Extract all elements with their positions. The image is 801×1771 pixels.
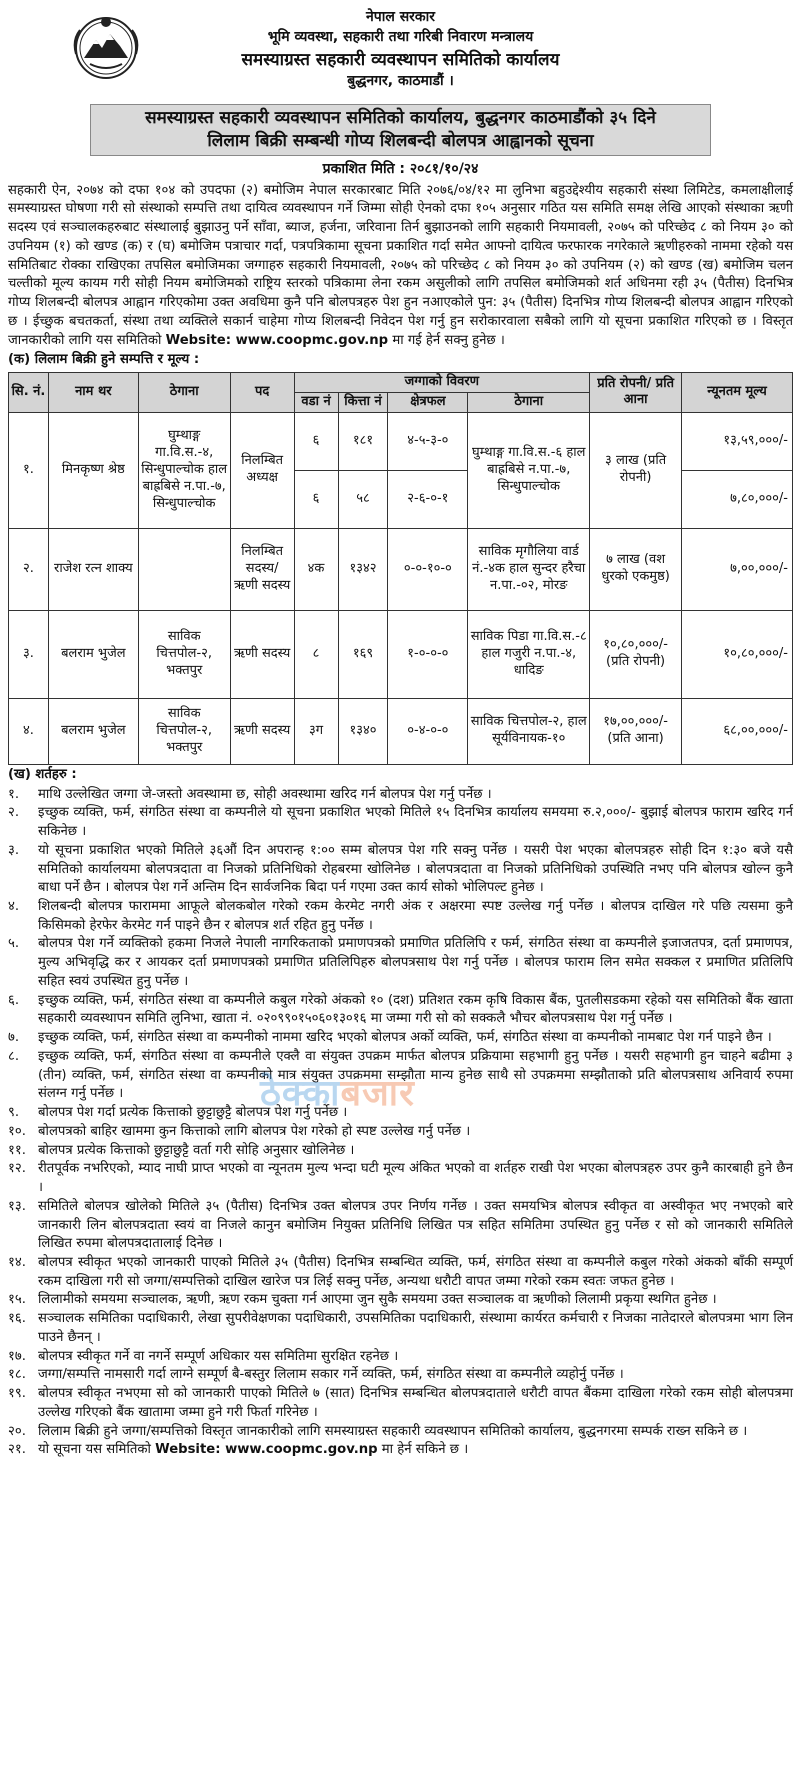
term-item [8, 898, 793, 935]
cell-ward: ३ग [294, 698, 338, 764]
cell-name: मिनकृष्ण श्रेष्ठ [48, 412, 138, 528]
cell-sn: १. [9, 412, 49, 528]
term-item [8, 804, 793, 841]
term-number: ९. [8, 1105, 20, 1121]
office-address: बुद्धनगर, काठमाडौं । [347, 72, 454, 89]
cell-min-price: ७,८०,०००/- [682, 470, 793, 528]
cell-sn: २. [9, 528, 49, 610]
term-number: ३. [8, 842, 20, 858]
term-text: बोलपत्र स्वीकृत नभएमा सो को जानकारी पाएको मितिले ७ (सात) दिनभित्र सम्बन्धित बोलपत्रदाताले धरौटी वापत बैंकमा दाखिला गरेको रकम सोही बोलपत्रमा उल्लेख गरिएको बैंक खातामा जम्मा हुने गरी फिर्ता गरिनेछ । [38, 1386, 793, 1420]
notice-title-line2: लिलाम बिक्री सम्बन्धी गोप्य शिलबन्दी बोलपत्र आह्वानको सूचना [207, 130, 594, 151]
cell-name: बलराम भुजेल [48, 610, 138, 698]
term-number: १६. [8, 1311, 26, 1327]
published-date: प्रकाशित मिति : २०८१/१०/२४ [322, 160, 479, 177]
section-b-heading: (ख) शर्तहरु : [8, 766, 77, 782]
term-number: २१. [8, 1442, 26, 1458]
cell-area: ०-४-०-० [388, 698, 468, 764]
term-item [8, 1142, 793, 1161]
term-text: बोलपत्र पेश गर्ने व्यक्तिको हकमा निजले नेपाली नागरिकताको प्रमाणपत्रको प्रमाणित प्रतिलिपि र फर्म, संगठित संस्था वा कम्पनीले इजाजतपत्र, दर्ता प्रमाणपत्र, मुल्य अभिवृद्धि कर र आयकर दर्ता प्रमाणपत्रको प्रमाणित प्रतिलिपिहरु बोलपत्रसाथ पेश गर्नु पर्नेछ । बोलपत्र फाराम लिन समेत सक्कल र प्रमाणित प्रतिलिपि सहित स्वयं उपस्थित हुनु पर्नेछ । [38, 936, 793, 989]
table-row [9, 528, 793, 610]
term-item [8, 842, 793, 898]
term-item [8, 1160, 793, 1197]
term-number: १०. [8, 1123, 26, 1139]
term21-suffix: मा हेर्न सकिने छ । [381, 1442, 469, 1458]
cell-land-address: साविक चित्तपोल-२, हाल सूर्यविनायक-१० [468, 698, 590, 764]
term-text: इच्छुक व्यक्ति, फर्म, संगठित संस्था वा कम्पनीको नाममा खरिद भएको बोलपत्र अर्को व्यक्ति, फर्म, संगठित संस्था वा कम्पनीको नामबाट पेश गर्न पाइने छैन । [38, 1030, 772, 1046]
cell-rate: १७,००,०००/- (प्रति आना) [590, 698, 682, 764]
term-number: १७. [8, 1348, 26, 1364]
term-item [8, 1423, 793, 1442]
notice-title-line1: समस्याग्रस्त सहकारी व्यवस्थापन समितिको कार्यालय, बुद्धनगर काठमाडौंको ३५ दिने [145, 108, 656, 128]
term-item [8, 786, 793, 805]
cell-sn: ४. [9, 698, 49, 764]
term-number: १५. [8, 1292, 26, 1308]
term-number: १४. [8, 1254, 26, 1270]
cell-address: साविक चित्तपोल-२, भक्तपुर [138, 698, 230, 764]
term-text: शिलबन्दी बोलपत्र फाराममा आफूले बोलकबोल गरेको रकम केरमेट नगरी अंक र अक्षरमा स्पष्ट उल्लेख गर्नु पर्नेछ । बोलपत्र दाखिल गरे पछि त्यसमा कुनै किसिमको हेरफेर केरमेट गर्न पाइने छैन र बोलपत्र शर्त रहित हुनु पर्नेछ । [38, 899, 793, 933]
term-item [8, 1348, 793, 1367]
website-suffix: मा गई हेर्न सक्नु हुनेछ । [392, 332, 505, 348]
term-item [8, 1385, 793, 1422]
table-row [9, 698, 793, 764]
cell-kitta: १३४२ [338, 528, 388, 610]
term-text: बोलपत्र पेश गर्दा प्रत्येक कित्ताको छुट्टाछुट्टै बोलपत्र पेश गर्नु पर्नेछ । [38, 1105, 348, 1121]
website-link[interactable]: Website: www.coopmc.gov.np [165, 332, 389, 348]
term-text: इच्छुक व्यक्ति, फर्म, संगठित संस्था वा कम्पनीले यो सूचना प्रकाशित भएको मितिले १५ दिनभित्र कार्यालय समयमा रु.२,०००/- बुझाई बोलपत्र फाराम खरिद गर्न सकिनेछ । [38, 805, 793, 840]
cell-min-price: ७,००,०००/- [682, 528, 793, 610]
term21-website-link[interactable]: Website: www.coopmc.gov.np [155, 1442, 378, 1458]
term-text: लिलाम बिक्री हुने जग्गा/सम्पत्तिको विस्तृत जानकारीको लागि समस्याग्रस्त सहकारी व्यवस्थापन समितिको कार्यालय, बुद्धनगरमा सम्पर्क राख्न सकिने छ । [38, 1423, 748, 1439]
table-row [9, 412, 793, 470]
cell-min-price: १०,८०,०००/- [682, 610, 793, 698]
term-text: बोलपत्रको बाहिर खाममा कुन कित्ताको लागि बोलपत्र पेश गरेको हो स्पष्ट उल्लेख गर्नु पर्नेछ । [38, 1123, 471, 1139]
header-land-details: जग्गाको विवरण [294, 373, 590, 393]
term-item [8, 1366, 793, 1385]
term-text: बोलपत्र स्वीकृत भएको जानकारी पाएको मितिले ३५ (पैतीस) दिनभित्र सम्बन्धित व्यक्ति, फर्म, संगठित संस्था वा कम्पनीले कबुल गरेको अंकको बाँकी सम्पूर्ण रकम दाखिला गरी सो जग्गा/सम्पत्तिको दाखिल खारेज पत्र लिई सक्नु पर्नेछ, अन्यथा धरौटी वापत जम्मा गरेको रकम स्वतः जफत हुनेछ । [38, 1254, 793, 1289]
table-row [9, 610, 793, 698]
term-number: २०. [8, 1423, 26, 1439]
cell-name: राजेश रत्न शाक्य [48, 528, 138, 610]
cell-kitta: १८१ [338, 412, 388, 470]
term-text: इच्छुक व्यक्ति, फर्म, संगठित संस्था वा कम्पनीले कबुल गरेको अंकको १० (दश) प्रतिशत रकम कृषि विकास बैंक, पुतलीसडकमा रहेको यस समितिको बैंक खाता सहकारी व्यवस्थापन समिति लुनिभा, खाता नं. ०२०९९०१५०६०१३०१६ मा जम्मा गरी सो को सक्कलै भौचर बोलपत्रसाथ पेश गर्नु पर्नेछ । [38, 992, 793, 1027]
term-text: इच्छुक व्यक्ति, फर्म, संगठित संस्था वा कम्पनीले एक्लै वा संयुक्त उपक्रम मार्फत बोलपत्र प्रक्रियामा सहभागी हुनु पर्नेछ । यसरी सहभागी हुन चाहने बढीमा ३ (तीन) व्यक्ति, फर्म, संगठित संस्था वा कम्पनीको मात्र संयुक्त उपक्रममा सम्झौता मान्य हुनेछ साथै सो उपक्रममा सम्झौताको प्रति बोलपत्रसाथ अनिवार्य रुपमा संलग्न गर्नु पर्नेछ । [38, 1048, 793, 1102]
term-item [8, 992, 793, 1029]
term-number: १. [8, 786, 20, 802]
term-item-website [8, 1441, 793, 1460]
cell-sn: ३. [9, 610, 49, 698]
cell-land-address: साविक मृगौलिया वार्ड नं.-४क हाल सुन्दर हरैचा न.पा.-०२, मोरङ [468, 528, 590, 610]
notice-title [90, 104, 711, 156]
cell-area: २-६-०-१ [388, 470, 468, 528]
cell-post: निलम्बित अध्यक्ष [230, 412, 294, 528]
term-item [8, 1310, 793, 1347]
term-text: सञ्चालक समितिका पदाधिकारी, लेखा सुपरीवेक्षणका पदाधिकारी, उपसमितिका पदाधिकारी, संस्थामा कार्यरत कर्मचारी र निजका नातेदारले बोलपत्रमा भाग लिन पाउने छैनन् । [38, 1311, 793, 1345]
header-ward: वडा नं [294, 392, 338, 412]
cell-ward: ८ [294, 610, 338, 698]
government-name: नेपाल सरकार [365, 9, 435, 25]
cell-land-address: साविक पिडा गा.वि.स.-८ हाल गजुरी न.पा.-४, धादिङ [468, 610, 590, 698]
header-land-address: ठेगाना [468, 392, 590, 412]
header-rate: प्रति रोपनी/ प्रति आना [590, 373, 682, 413]
header-name: नाम थर [48, 373, 138, 413]
cell-min-price: १३,५९,०००/- [682, 412, 793, 470]
terms-list [8, 786, 793, 1460]
term-text: जग्गा/सम्पत्ति नामसारी गर्दा लाग्ने सम्पूर्ण बै-बस्तुर लिलाम सकार गर्ने व्यक्ति, फर्म, संगठित संस्था वा कम्पनीले व्यहोर्नु पर्नेछ । [38, 1367, 624, 1383]
letterhead-text [8, 8, 793, 92]
term-text: लिलामीको समयमा सञ्चालक, ऋणी, ऋण रकम चुक्ता गर्न आएमा जुन सुकै समयमा उक्त सञ्चालक वा ऋणीको लिलामी प्रकृया स्थगित हुनेछ । [38, 1292, 717, 1308]
cell-rate: १०,८०,०००/- (प्रति रोपनी) [590, 610, 682, 698]
cell-post: निलम्बित सदस्य/ ऋणी सदस्य [230, 528, 294, 610]
term-number: ४. [8, 899, 20, 915]
cell-kitta: १६९ [338, 610, 388, 698]
term-item [8, 935, 793, 991]
term-item [8, 1291, 793, 1310]
term-text: माथि उल्लेखित जग्गा जे-जस्तो अवस्थामा छ, सोही अवस्थामा खरिद गर्न बोलपत्र पेश गर्नु पर्नेछ । [38, 786, 492, 802]
cell-area: ०-०-१०-० [388, 528, 468, 610]
cell-area: १-०-०-० [388, 610, 468, 698]
cell-name: बलराम भुजेल [48, 698, 138, 764]
header-kitta: कित्ता नं [338, 392, 388, 412]
term-item [8, 1029, 793, 1048]
term-number: १९. [8, 1386, 26, 1402]
cell-rate: ३ लाख (प्रति रोपनी) [590, 412, 682, 528]
section-a-heading: (क) लिलाम बिक्री हुने सम्पत्ति र मूल्य : [8, 352, 200, 368]
term-item [8, 1123, 793, 1142]
term-text: रीतपूर्वक नभरिएको, म्याद नाघी प्राप्त भएको वा न्यूनतम मुल्य भन्दा घटी मूल्य अंकित भएको वा शर्तहरु राखी पेश भएका बोलपत्रहरु उपर कुनै कारबाही हुने छैन । [38, 1161, 793, 1196]
term-number: २. [8, 805, 20, 821]
watermark-part2: बजार [340, 1073, 415, 1114]
term-text: बोलपत्र प्रत्येक कित्ताको छुट्टाछुट्टै वर्ता गरी सोहि अनुसार खोलिनेछ । [38, 1142, 355, 1158]
term-item [8, 1198, 793, 1254]
term-text: समितिले बोलपत्र खोलेको मितिले ३५ (पैतीस) दिनभित्र उक्त बोलपत्र उपर निर्णय गर्नेछ । उक्त समयभित्र बोलपत्र स्वीकृत वा अस्वीकृत भए नभएको बारे जानकारी लिन बोलपत्रदाता स्वयं वा निजले कानुन बमोजिम नियुक्त प्रतिनिधि लिखित पत्र सहित समितिमा उपस्थित हुनु पर्नेछ र सो को जानकारी समितिले लिखित रुपमा बोलपत्रदातालाई दिनेछ । [38, 1198, 793, 1252]
ministry-name: भूमि व्यवस्था, सहकारी तथा गरिबी निवारण मन्त्रालय [267, 28, 534, 45]
term-number: ७. [8, 1030, 20, 1046]
intro-text: सहकारी ऐन, २०७४ को दफा १०४ को उपदफा (२) बमोजिम नेपाल सरकारबाट मिति २०७६/०४/१२ मा लुनिभा बहुउद्देश्यीय सहकारी संस्था लिमिटेड, कमलाक्षीलाई समस्याग्रस्त घोषणा गरी सो संस्थाको सम्पत्ति तथा दायित्व व्यवस्थापन गर्ने जिम्मा सोही ऐनको दफा १०५ अनुसार गठित यस समिति समक्ष लेखि आएको संस्थाका ऋणी सदस्य एवं सञ्चालकहरुबाट संस्थालाई बुझाउनु पर्ने साँवा, ब्याज, हर्जना, जरिवाना तिर्न बुझाउनको लागि सहकारी नियमावली, २०७५ को परिच्छेद ८ को नियम ३० को उपनियम (१) को खण्ड (क) र (घ) बमोजिम पत्राचार गर्दा, पत्रपत्रिकामा सूचना प्रकाशित गर्दा समेत आफ्नो दायित्व फरफारक नगरेकाले ऋणीहरुको नाममा रहेको यस समितिबाट रोक्का राखिएका तपसिल बमोजिमका जग्गाहरु सहकारी नियमावली, २०७५ को परिच्छेद ८ को नियम ३० को उपनियम (२) को खण्ड (ख) बमोजिम चलन चल्तीको मूल्य कायम गरी सोही नियम बमोजिमको राष्ट्रिय स्तरको पत्रिकामा लेना रकम असुलीको लागि तपसिल बमोजिमको शर्त अधिनमा रही ३५ (पैतीस) दिनभित्र गोप्य शिलबन्दी बोलपत्र आह्वान गरिएकोमा उक्त अवधिमा कुनै पनि बोलपत्रहरु पेश हुन नआएकोले पुन: ३५ (पैतीस) दिनभित्र गोप्य शिलबन्दी बोलपत्र आह्वान गरिएको छ । ईच्छुक बचतकर्ता, संस्था तथा व्यक्तिले सकार्न चाहेमा गोप्य शिलबन्दी निवेदन पेश गर्नु हुन सरोकारवाला सबैको लागि यो सूचना प्रकाशित गरिएको छ । विस्तृत जानकारीको लागि यस समितिको [8, 182, 793, 348]
term-number: ५. [8, 936, 20, 952]
term-number: ११. [8, 1142, 26, 1158]
intro-paragraph [8, 182, 793, 351]
term-number: ६. [8, 992, 20, 1008]
term-item [8, 1254, 793, 1291]
cell-area: ४-५-३-० [388, 412, 468, 470]
letterhead [8, 6, 793, 98]
cell-ward: ४क [294, 528, 338, 610]
header-post: पद [230, 373, 294, 413]
cell-rate: ७ लाख (वश धुरको एकमुष्ठ) [590, 528, 682, 610]
term-text: यो सूचना प्रकाशित भएको मितिले ३६औं दिन अपरान्ह १:०० सम्म बोलपत्र पेश गरि सक्नु पर्नेछ । यसरी पेश भएका बोलपत्रहरु सोही दिन १:३० बजे यसै समितिको कार्यालयमा बोलपत्रदाता वा निजको प्रतिनिधिको रोहबरमा खोलिनेछ । बोलपत्रदाता वा निजको प्रतिनिधिको उपस्थिति नभए पनि बोलपत्र खोल्न कुनै बाधा पर्ने छैन । बोलपत्र पेश गर्ने अन्तिम दिन सार्वजनिक बिदा पर्न गएमा उक्त कार्य सोको भोलिपल्ट हुनेछ । [38, 842, 793, 896]
term-number: १३. [8, 1198, 26, 1214]
header-min-price: न्यूनतम मूल्य [682, 373, 793, 413]
cell-address: घुम्थाङ्ग गा.वि.स.-४, सिन्धुपाल्चोक हाल बाह्रबिसे न.पा.-७, सिन्धुपाल्चोक [138, 412, 230, 528]
cell-address: साविक चित्तपोल-२, भक्तपुर [138, 610, 230, 698]
cell-ward: ६ [294, 470, 338, 528]
header-sn: सि. नं. [9, 373, 49, 413]
term-number: १२. [8, 1161, 26, 1177]
cell-land-address: घुम्थाङ्ग गा.वि.स.-६ हाल बाह्रबिसे न.पा.-७, सिन्धुपाल्चोक [468, 412, 590, 528]
cell-min-price: ६८,००,०००/- [682, 698, 793, 764]
cell-kitta: ५८ [338, 470, 388, 528]
cell-post: ऋणी सदस्य [230, 698, 294, 764]
term-number: ८. [8, 1048, 20, 1064]
cell-address [138, 528, 230, 610]
office-name: समस्याग्रस्त सहकारी व्यवस्थापन समितिको कार्यालय [241, 49, 560, 70]
property-table [8, 372, 793, 765]
thekka-bazar-watermark [260, 1068, 415, 1119]
term21-prefix: यो सूचना यस समितिको [38, 1442, 151, 1458]
cell-ward: ६ [294, 412, 338, 470]
term-number: १८. [8, 1367, 26, 1383]
term-text [38, 1441, 793, 1460]
cell-post: ऋणी सदस्य [230, 610, 294, 698]
term-text: बोलपत्र स्वीकृत गर्ने वा नगर्ने सम्पूर्ण अधिकार यस समितिमा सुरक्षित रहनेछ । [38, 1348, 399, 1364]
header-address: ठेगाना [138, 373, 230, 413]
table-header-row [9, 373, 793, 393]
cell-kitta: १३४० [338, 698, 388, 764]
header-area: क्षेत्रफल [388, 392, 468, 412]
watermark-part1: ठेक्का [260, 1073, 341, 1114]
